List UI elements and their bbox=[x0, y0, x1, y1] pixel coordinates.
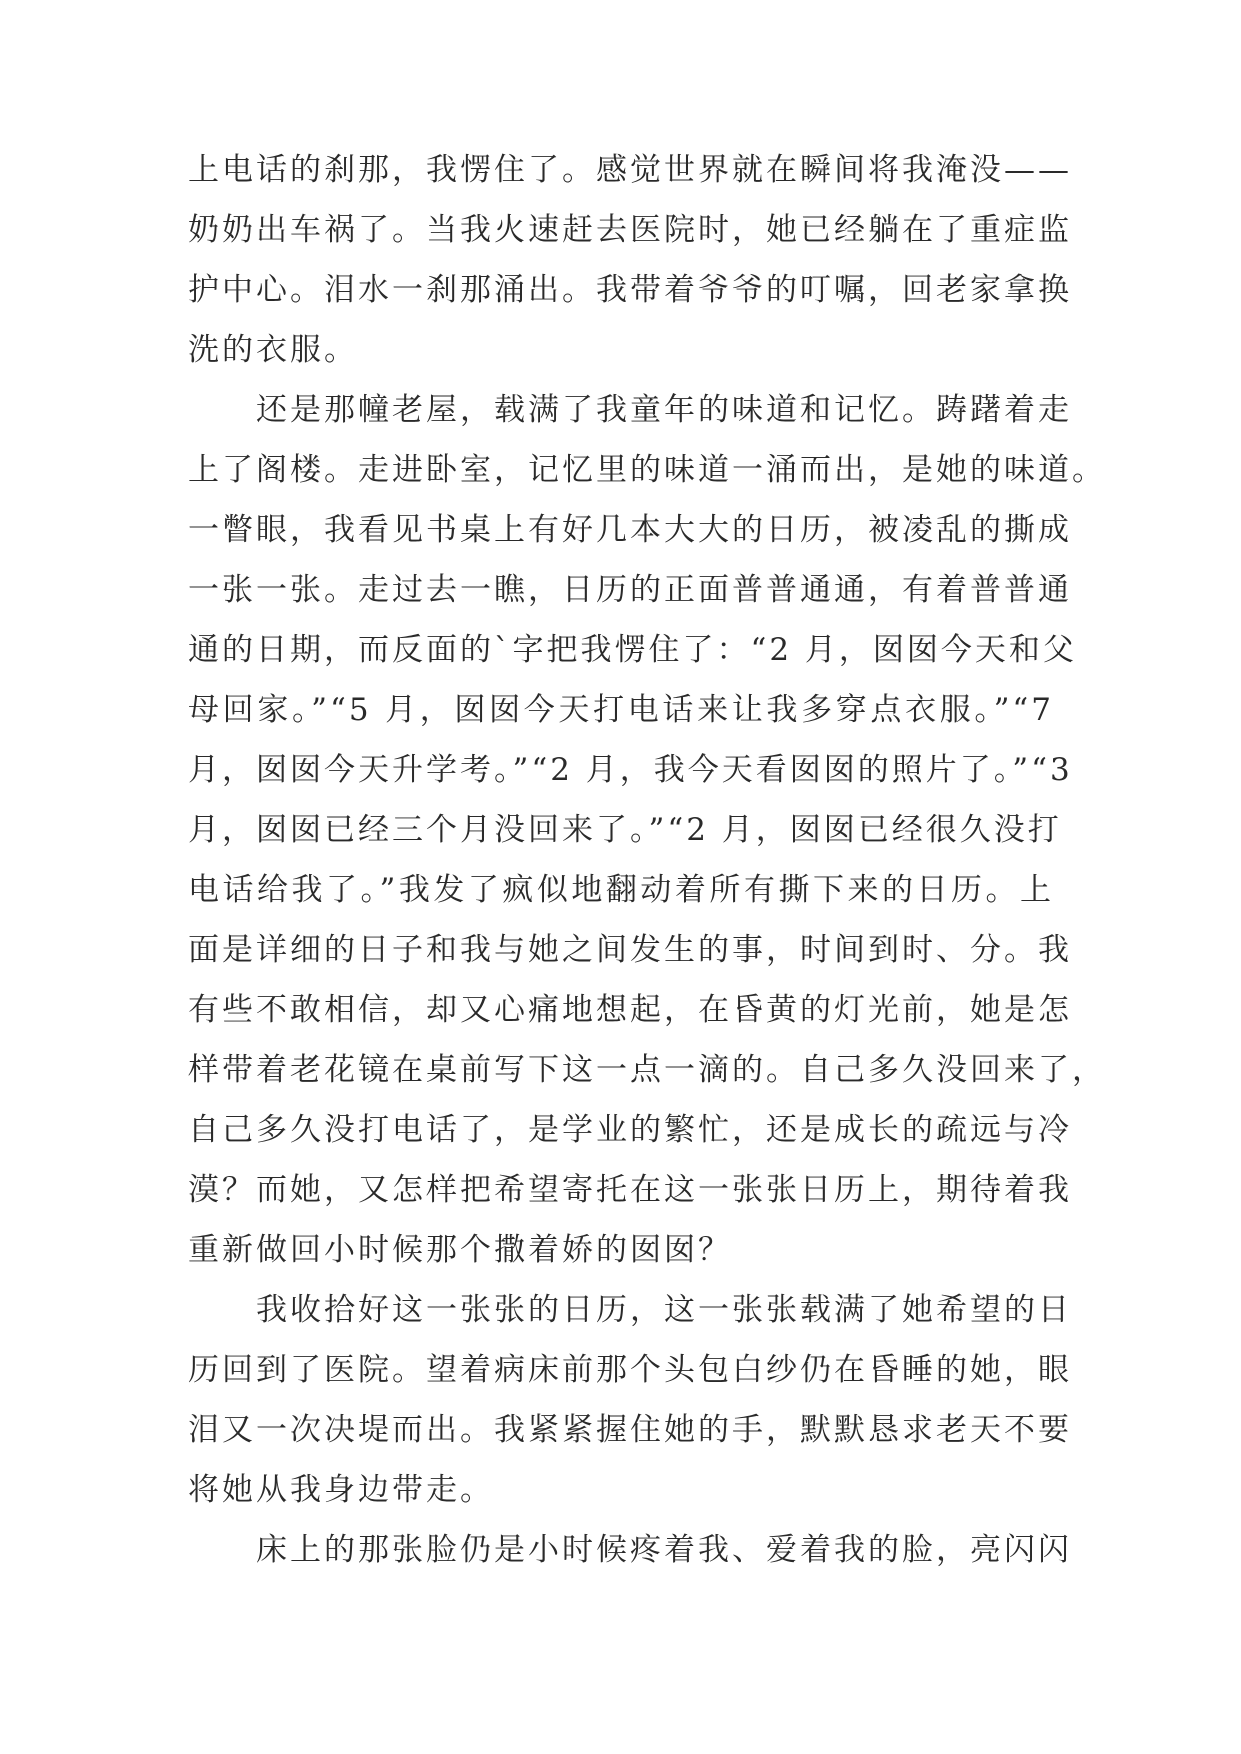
text-line: 重新做回小时候那个撒着娇的囡囡？ bbox=[188, 1232, 732, 1268]
text-line: 母回家。”“5 月，囡囡今天打电话来让我多穿点衣服。”“7 bbox=[188, 692, 1054, 728]
text-line: 电话给我了。”我发了疯似地翻动着所有撕下来的日历。上 bbox=[188, 872, 1054, 908]
text-line: 上电话的刹那，我愣住了。感觉世界就在瞬间将我淹没—— bbox=[188, 152, 1072, 188]
text-line: 奶奶出车祸了。当我火速赶去医院时，她已经躺在了重症监 bbox=[188, 212, 1072, 248]
body-text bbox=[188, 140, 1106, 1580]
text-line: 洗的衣服。 bbox=[188, 332, 358, 368]
text-line: 一瞥眼，我看见书桌上有好几本大大的日历，被凌乱的撕成 bbox=[188, 512, 1072, 548]
text-line: 上了阁楼。走进卧室，记忆里的味道一涌而出，是她的味道。 bbox=[188, 452, 1106, 488]
text-line: 历回到了医院。望着病床前那个头包白纱仍在昏睡的她，眼 bbox=[188, 1352, 1072, 1388]
text-line: 月，囡囡已经三个月没回来了。”“2 月，囡囡已经很久没打 bbox=[188, 812, 1062, 848]
text-line: 样带着老花镜在桌前写下这一点一滴的。自己多久没回来了， bbox=[188, 1052, 1106, 1088]
text-line: 通的日期，而反面的`字把我愣住了：“2 月，囡囡今天和父 bbox=[188, 632, 1077, 668]
text-line: 有些不敢相信，却又心痛地想起，在昏黄的灯光前，她是怎 bbox=[188, 992, 1072, 1028]
text-line: 将她从我身边带走。 bbox=[188, 1472, 494, 1508]
paragraph-first-line: 还是那幢老屋，载满了我童年的味道和记忆。踌躇着走 bbox=[256, 392, 1072, 428]
text-line: 自己多久没打电话了，是学业的繁忙，还是成长的疏远与冷 bbox=[188, 1112, 1072, 1148]
text-line: 泪又一次决堤而出。我紧紧握住她的手，默默恳求老天不要 bbox=[188, 1412, 1072, 1448]
paragraph-first-line: 我收拾好这一张张的日历，这一张张载满了她希望的日 bbox=[256, 1292, 1072, 1328]
text-line: 面是详细的日子和我与她之间发生的事，时间到时、分。我 bbox=[188, 932, 1072, 968]
text-line: 漠？而她，又怎样把希望寄托在这一张张日历上，期待着我 bbox=[188, 1172, 1072, 1208]
paragraph-first-line: 床上的那张脸仍是小时候疼着我、爱着我的脸，亮闪闪 bbox=[256, 1532, 1072, 1568]
text-line: 一张一张。走过去一瞧，日历的正面普普通通，有着普普通 bbox=[188, 572, 1072, 608]
text-line: 护中心。泪水一刹那涌出。我带着爷爷的叮嘱，回老家拿换 bbox=[188, 272, 1072, 308]
text-line: 月，囡囡今天升学考。”“2 月，我今天看囡囡的照片了。”“3 bbox=[188, 752, 1073, 788]
